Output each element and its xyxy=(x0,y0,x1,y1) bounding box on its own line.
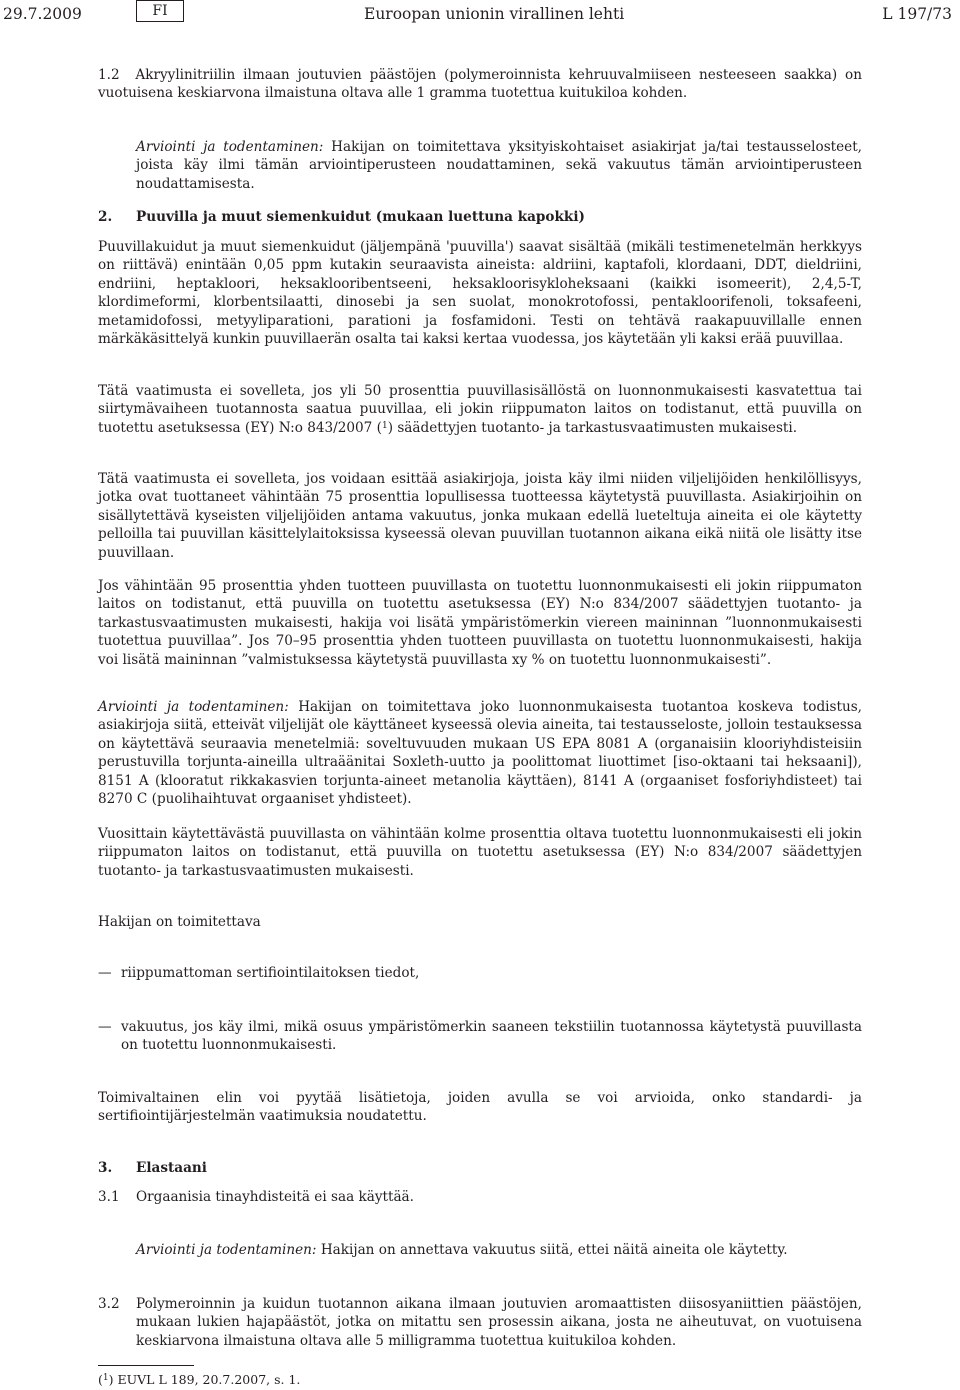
cotton-paragraph-4: Jos vähintään 95 prosenttia yhden tuotteen puuvillasta on tuotettu luonnonmukaisesti eli jokin riippumaton laitos on todistanut, että puuvilla on tuotettu asetuksessa (EY) N:o 834/2007 säädettyjen tuotanto- ja tarkastusvaatimusten mukaisesti, hakija voi lisätä ympäristömerkin viereen maininnan ”luonnonmukaisesti tuotettua puuvillaa”. Jos 70–95 prosenttia yhden tuotteen puuvillasta on tuotettu luonnonmukaisesti, hakija voi lisätä maininnan ”valmistuksessa käytetystä puuvillasta xy % on tuotettu luonnonmukaisesti”. xyxy=(98,578,862,668)
cotton-paragraph-6: Hakijan on toimitettava xyxy=(98,914,261,930)
assessment-label: Arviointi ja todentaminen: xyxy=(98,699,289,715)
cotton-paragraph-7: Toimivaltainen elin voi pyytää lisätietoja, joiden avulla se voi arvioida, onko standardi- ja sertifiointijärjestelmän vaatimuksia noudatettu. xyxy=(98,1090,862,1125)
assessment-text: Hakijan on toimitettava joko luonnonmukaisesta tuotantoa koskeva todistus, asiakirjoja siitä, etteivät viljelijät ole käyttäneet kyseessä olevia aineita, tai testausseloste, jolloin testauksessa on käytettävä seuraavia menetelmiä: soveltuvuuden mukaan US EPA 8081 A (organaisiin klooriyhdisteisiin perustuvilla torjunta-aineilla ultraäänitai Soxleth-uutto ja poolittomat liuottimet [iso-oktaani tai heksaani]), 8151 A (klooratut rikkakasvien torjunta-aineet metanolia käyttäen), 8141 A (orgaaniset fosforiyhdisteet) tai 8270 C (puolihaihtuvat orgaaniset yhdisteet). xyxy=(98,699,862,808)
footnote-divider xyxy=(98,1365,194,1366)
criterion-3-2-number: 3.2 xyxy=(98,1296,120,1312)
criterion-3-2-text: Polymeroinnin ja kuidun tuotannon aikana ilmaan joutuvien aromaattisten diisosyaniittien päästöjen, mukaan lukien hajapäästöt, jotka on mitattu sen prosessin aikana, josta ne aiheutuvat, on vuotuisena keskiarvona ilmaistuna oltava alle 5 milligramma tuotettua kuitukiloa kohden. xyxy=(136,1296,862,1349)
footnote-text: EUVL L 189, 20.7.2007, s. 1. xyxy=(113,1372,301,1387)
dash-bullet: — xyxy=(98,1019,112,1035)
criterion-1-2-number: 1.2 xyxy=(98,67,120,83)
cotton-paragraph-2: Tätä vaatimusta ei sovelleta, jos yli 50 prosenttia puuvillasisällöstä on luonnonmukaisesti kasvatettua tai siirtymävaiheen tuotannosta saatua puuvillaa, eli jokin riippumaton laitos on todistanut, että puuvilla on tuotettu asetuksessa (EY) N:o 843/2007 ($^1$) säädettyjen tuotanto- ja tarkastusvaatimusten mukaisesti. xyxy=(98,383,862,436)
footnote: ($^1$) EUVL L 189, 20.7.2007, s. 1. xyxy=(98,1372,301,1387)
criterion-1-2-assessment xyxy=(136,138,862,193)
cotton-paragraph-3: Tätä vaatimusta ei sovelleta, jos voidaan esittää asiakirjoja, joista käy ilmi niiden viljelijöiden henkilöllisyys, jotka ovat tuottaneet vähintään 75 prosenttia lopullisessa tuotteessa käytetystä puuvillasta. Asiakirjoihin on sisällytettävä kyseisten viljelijöiden antama vakuutus, jonka mukaan edellä lueteltuja aineita ei ole käytetty pelloilla tai puuvillan käsittelylaitoksissa kyseessä olevan puuvillan tuotannon aikana eikä niitä ole lisätty itse puuvillaan. xyxy=(98,471,862,561)
section-3-number: 3. xyxy=(98,1160,113,1176)
assessment-text: Hakijan on toimitettava yksityiskohtaiset asiakirjat ja/tai testausselosteet, joista käy ilmi tämän arviointiperusteen noudattaminen, sekä vakuutus tämän arviointiperusteen noudattamisesta. xyxy=(136,139,862,192)
criterion-3-1-text: Orgaanisia tinayhdisteitä ei saa käyttää. xyxy=(136,1189,414,1205)
footnote-number: 1 xyxy=(102,1373,109,1383)
dash-bullet: — xyxy=(98,965,112,981)
section-3-heading: Elastaani xyxy=(136,1160,207,1176)
section-2-number: 2. xyxy=(98,209,113,225)
journal-title: Euroopan unionin virallinen lehti xyxy=(364,5,625,23)
section-2-heading: Puuvilla ja muut siemenkuidut (mukaan luettuna kapokki) xyxy=(136,209,585,225)
footnote-reference: 1 xyxy=(381,420,388,431)
criterion-3-1-assessment xyxy=(136,1241,862,1259)
assessment-text: Hakijan on annettava vakuutus siitä, ettei näitä aineita ole käytetty. xyxy=(316,1242,788,1258)
cotton-paragraph-5: Vuosittain käytettävästä puuvillasta on vähintään kolme prosenttia oltava tuotettu luonnonmukaisesti eli jokin riippumaton laitos on todistanut, että puuvilla on tuotettu asetuksessa (EY) N:o 834/2007 säädettyjen tuotanto- ja tarkastusvaatimusten mukaisesti. xyxy=(98,826,862,879)
criterion-1-2-text: Akryylinitriilin ilmaan joutuvien päästöjen (polymeroinnista kehruuvalmiiseen nesteeseen saakka) on vuotuisena keskiarvona ilmaistuna oltava alle 1 gramma tuotettua kuitukiloa kohden. xyxy=(98,67,862,102)
assessment-label: Arviointi ja todentaminen: xyxy=(136,139,324,155)
language-code-box: FI xyxy=(136,0,184,22)
criterion-3-1-number: 3.1 xyxy=(98,1189,120,1205)
criterion-1-2 xyxy=(98,66,862,103)
assessment-label: Arviointi ja todentaminen: xyxy=(136,1242,317,1258)
cotton-paragraph-1: Puuvillakuidut ja muut siemenkuidut (jäljempänä 'puuvilla') saavat sisältää (mikäli testimenetelmän herkkyys on riittävä) enintään 0,05 ppm kutakin seuraavista aineista: aldriini, kaptafoli, klordaani, DDT, dieldriini, endriini, heptakloori, heksaklooribentseeni, heksakloorisykloheksaani (kaikki isomeerit), 2,4,5-T, klordimeformi, klorbentsilaatti, dinosebi ja sen suolat, monokrotofossi, pentakloorifenoli, toksafeeni, metamidofossi, metyyliparationi, parationi ja fosfamidoni. Testi on tehtävä raakapuuvillalle ennen märkäkäsittelyä kunkin puuvillaerän osalta tai kaksi kertaa vuodessa, jos käytetään yli kaksi erää puuvillaa. xyxy=(98,239,862,348)
list-item-certification-body: riippumattoman sertifiointilaitoksen tiedot, xyxy=(121,965,420,981)
list-item-organic-share: vakuutus, jos käy ilmi, mikä osuus ympäristömerkin saaneen tekstiilin tuotannossa käytetystä puuvillasta on tuotettu luonnonmukaisesti. xyxy=(121,1019,862,1054)
page-reference: L 197/73 xyxy=(882,5,952,23)
header-date: 29.7.2009 xyxy=(3,5,82,23)
cotton-assessment xyxy=(98,698,862,808)
